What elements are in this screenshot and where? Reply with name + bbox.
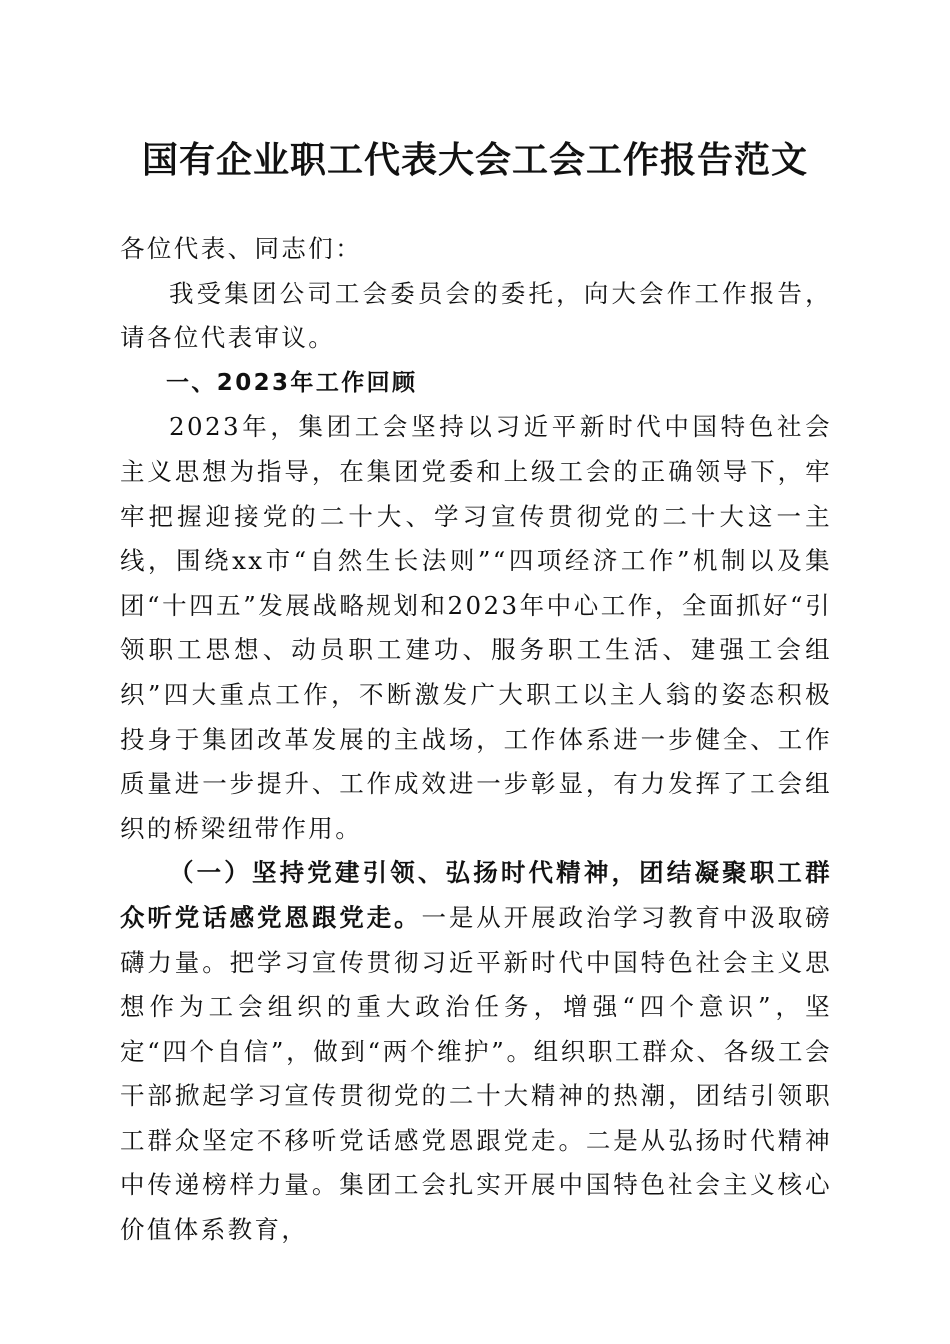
document-title: 国有企业职工代表大会工会工作报告范文 [141,139,808,181]
intro-paragraph: 我受集团公司工会委员会的委托，向大会作工作报告，请各位代表审议。 [120,278,832,353]
salutation: 各位代表、同志们： [120,234,363,263]
subsection-heading: （一）坚持党建引领、弘扬时代精神，团结凝聚职工群众听党话感党恩跟党走。 [120,858,832,932]
subsection-text: 一是从开展政治学习教育中汲取磅礴力量。把学习宣传贯彻习近平新时代中国特色社会主义思想作为工会组织的重大政治任务，增强“四个意识”，坚定“四个自信”，做到“两个维护”。组织职工群众、各级工会干部掀起学习宣传贯彻党的二十大精神的热潮，团结引领职工群众坚定不移听党话感党恩跟党走。二是从弘扬时代精神中传递榜样力量。集团工会扎实开展中国特色社会主义核心价值体系教育， [120,902,833,1245]
section-heading: 一、2023年工作回顾 [166,369,418,396]
subsection-paragraph [120,851,832,1252]
document-body [120,227,832,1253]
section-paragraph: 2023年，集团工会坚持以习近平新时代中国特色社会主义思想为指导，在集团党委和上级工会的正确领导下，牢牢把握迎接党的二十大、学习宣传贯彻党的二十大这一主线，围绕xx市“自然生长法则”“四项经济工作”机制以及集团“十四五”发展战略规划和2023年中心工作，全面抓好“引领职工思想、动员职工建功、服务职工生活、建强工会组织”四大重点工作，不断激发广大职工以主人翁的姿态积极投身于集团改革发展的主战场，工作体系进一步健全、工作质量进一步提升、工作成效进一步彰显，有力发挥了工会组织的桥梁纽带作用。 [120,412,832,843]
